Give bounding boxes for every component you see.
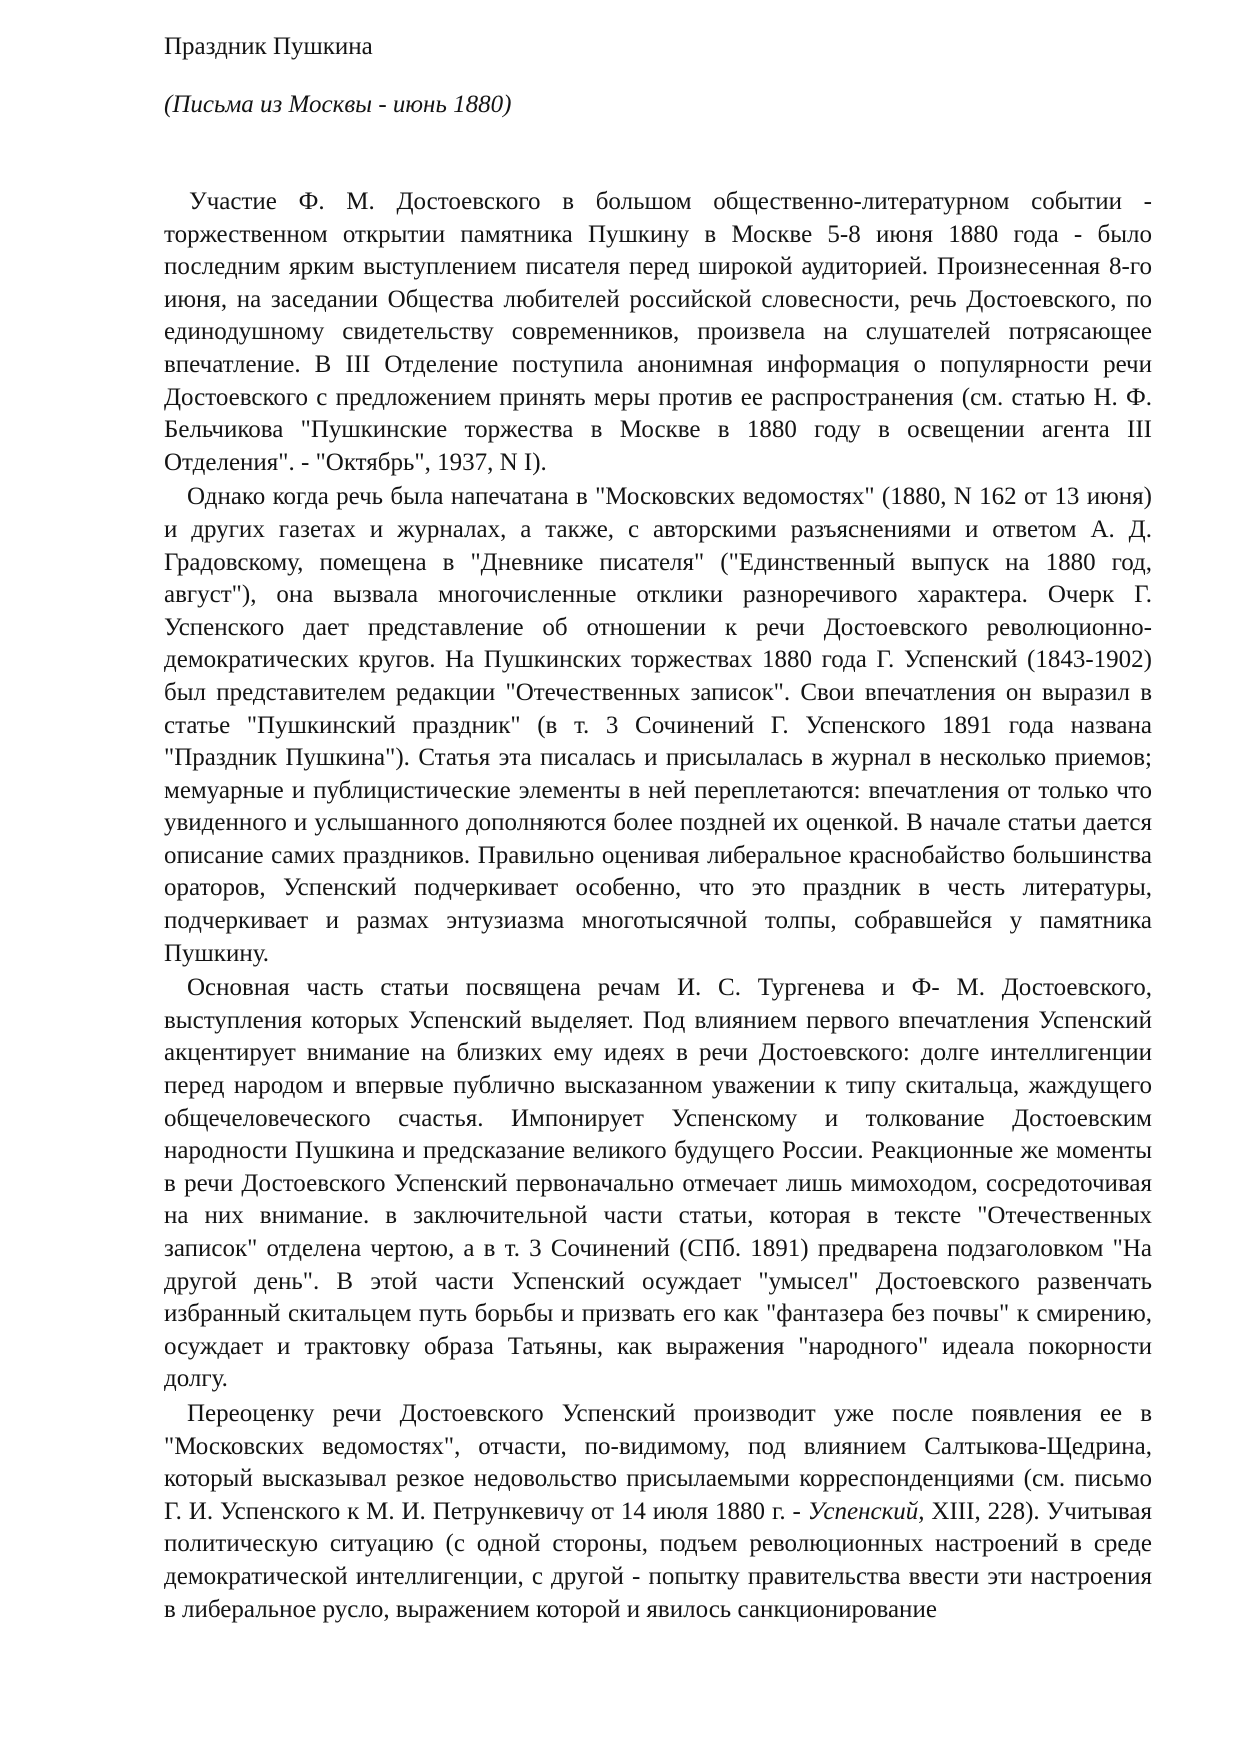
- document-title: Праздник Пушкина: [164, 33, 373, 60]
- document-page: [164, 30, 1152, 1628]
- paragraph-4: [164, 1398, 1152, 1626]
- paragraph-3: Основная часть статьи посвящена речам И. С. Тургенева и Ф- М. Достоевского, выступления которых Успенский выделяет. Под влиянием первого впечатления Успенский акцентирует внимание на близких ему идеях в речи Достоевского: долге интеллигенции перед народом и впервые публично высказанном уважении к типу скитальца, жаждущего общечеловеческого счастья. Импонирует Успенскому и толкование Достоевским народности Пушкина и предсказание великого будущего России. Реакционные же моменты в речи Достоевского Успенский первоначально отмечает лишь мимоходом, сосредоточивая на них внимание. в заключительной части статьи, которая в тексте "Отечественных записок" отделена чертою, а в т. 3 Сочинений (СПб. 1891) предварена подзаголовком "На другой день". В этой части Успенский осуждает "умысел" Достоевского развенчать избранный скитальцем путь борьбы и призвать его как "фантазера без почвы" к смирению, осуждает и трактовку образа Татьяны, как выражения "народного" идеала покорности долгу.: [164, 974, 1152, 1393]
- paragraph-2: Однако когда речь была напечатана в "Московских ведомостях" (1880, N 162 от 13 июня) и других газетах и журналах, а также, с авторскими разъяснениями и ответом А. Д. Градовскому, помещена в "Дневнике писателя" ("Единственный выпуск на 1880 год, август"), она вызвала многочисленные отклики разноречивого характера. Очерк Г. Успенского дает представление об отношении к речи Достоевского революционно-демократических кругов. На Пушкинских торжествах 1880 года Г. Успенский (1843-1902) был представителем редакции "Отечественных записок". Свои впечатления он выразил в статье "Пушкинский праздник" (в т. 3 Сочинений Г. Успенского 1891 года названа "Праздник Пушкина"). Статья эта писалась и присылалась в журнал в несколько приемов; мемуарные и публицистические элементы в ней переплетаются: впечатления от только что увиденного и услышанного дополняются более поздней их оценкой. В начале статьи дается описание самих праздников. Правильно оценивая либеральное краснобайство большинства ораторов, Успенский подчеркивает особенно, что это праздник в честь литературы, подчеркивает и размах энтузиазма многотысячной толпы, собравшейся у памятника Пушкину.: [164, 483, 1152, 967]
- paragraph-4-italic-reference: Успенский,: [807, 1497, 925, 1525]
- paragraph-4-text-before: Переоценку речи Достоевского Успенский производит уже после появления ее в "Московских ведомостях", отчасти, по-видимому, под влиянием Салтыкова-Щедрина, который высказывал резкое недовольство присылаемыми корреспонденциями (см. письмо Г. И. Успенского к М. И. Петрункевичу от 14 июля 1880 г. -: [164, 1399, 1152, 1525]
- paragraph-4-text-after: XIII, 228). Учитывая политическую ситуацию (с одной стороны, подъем революционных настроений в среде демократической интеллигенции, с другой - попытку правительства ввести эти настроения в либеральное русло, выражением которой и явилось санкционирование: [164, 1497, 1152, 1623]
- paragraph-1: Участие Ф. М. Достоевского в большом общественно-литературном событии - торжественном открытии памятника Пушкину в Москве 5-8 июня 1880 года - было последним ярким выступлением писателя перед широкой аудиторией. Произнесенная 8-го июня, на заседании Общества любителей российской словесности, речь Достоевского, по единодушному свидетельству современников, произвела на слушателей потрясающее впечатление. В III Отделение поступила анонимная информация о популярности речи Достоевского с предложением принять меры против ее распространения (см. статью Н. Ф. Бельчикова "Пушкинские торжества в Москве в 1880 году в освещении агента III Отделения". - "Октябрь", 1937, N I).: [164, 188, 1152, 476]
- document-subtitle: (Письма из Москвы - июнь 1880): [164, 91, 512, 118]
- document-body: [164, 186, 1152, 1626]
